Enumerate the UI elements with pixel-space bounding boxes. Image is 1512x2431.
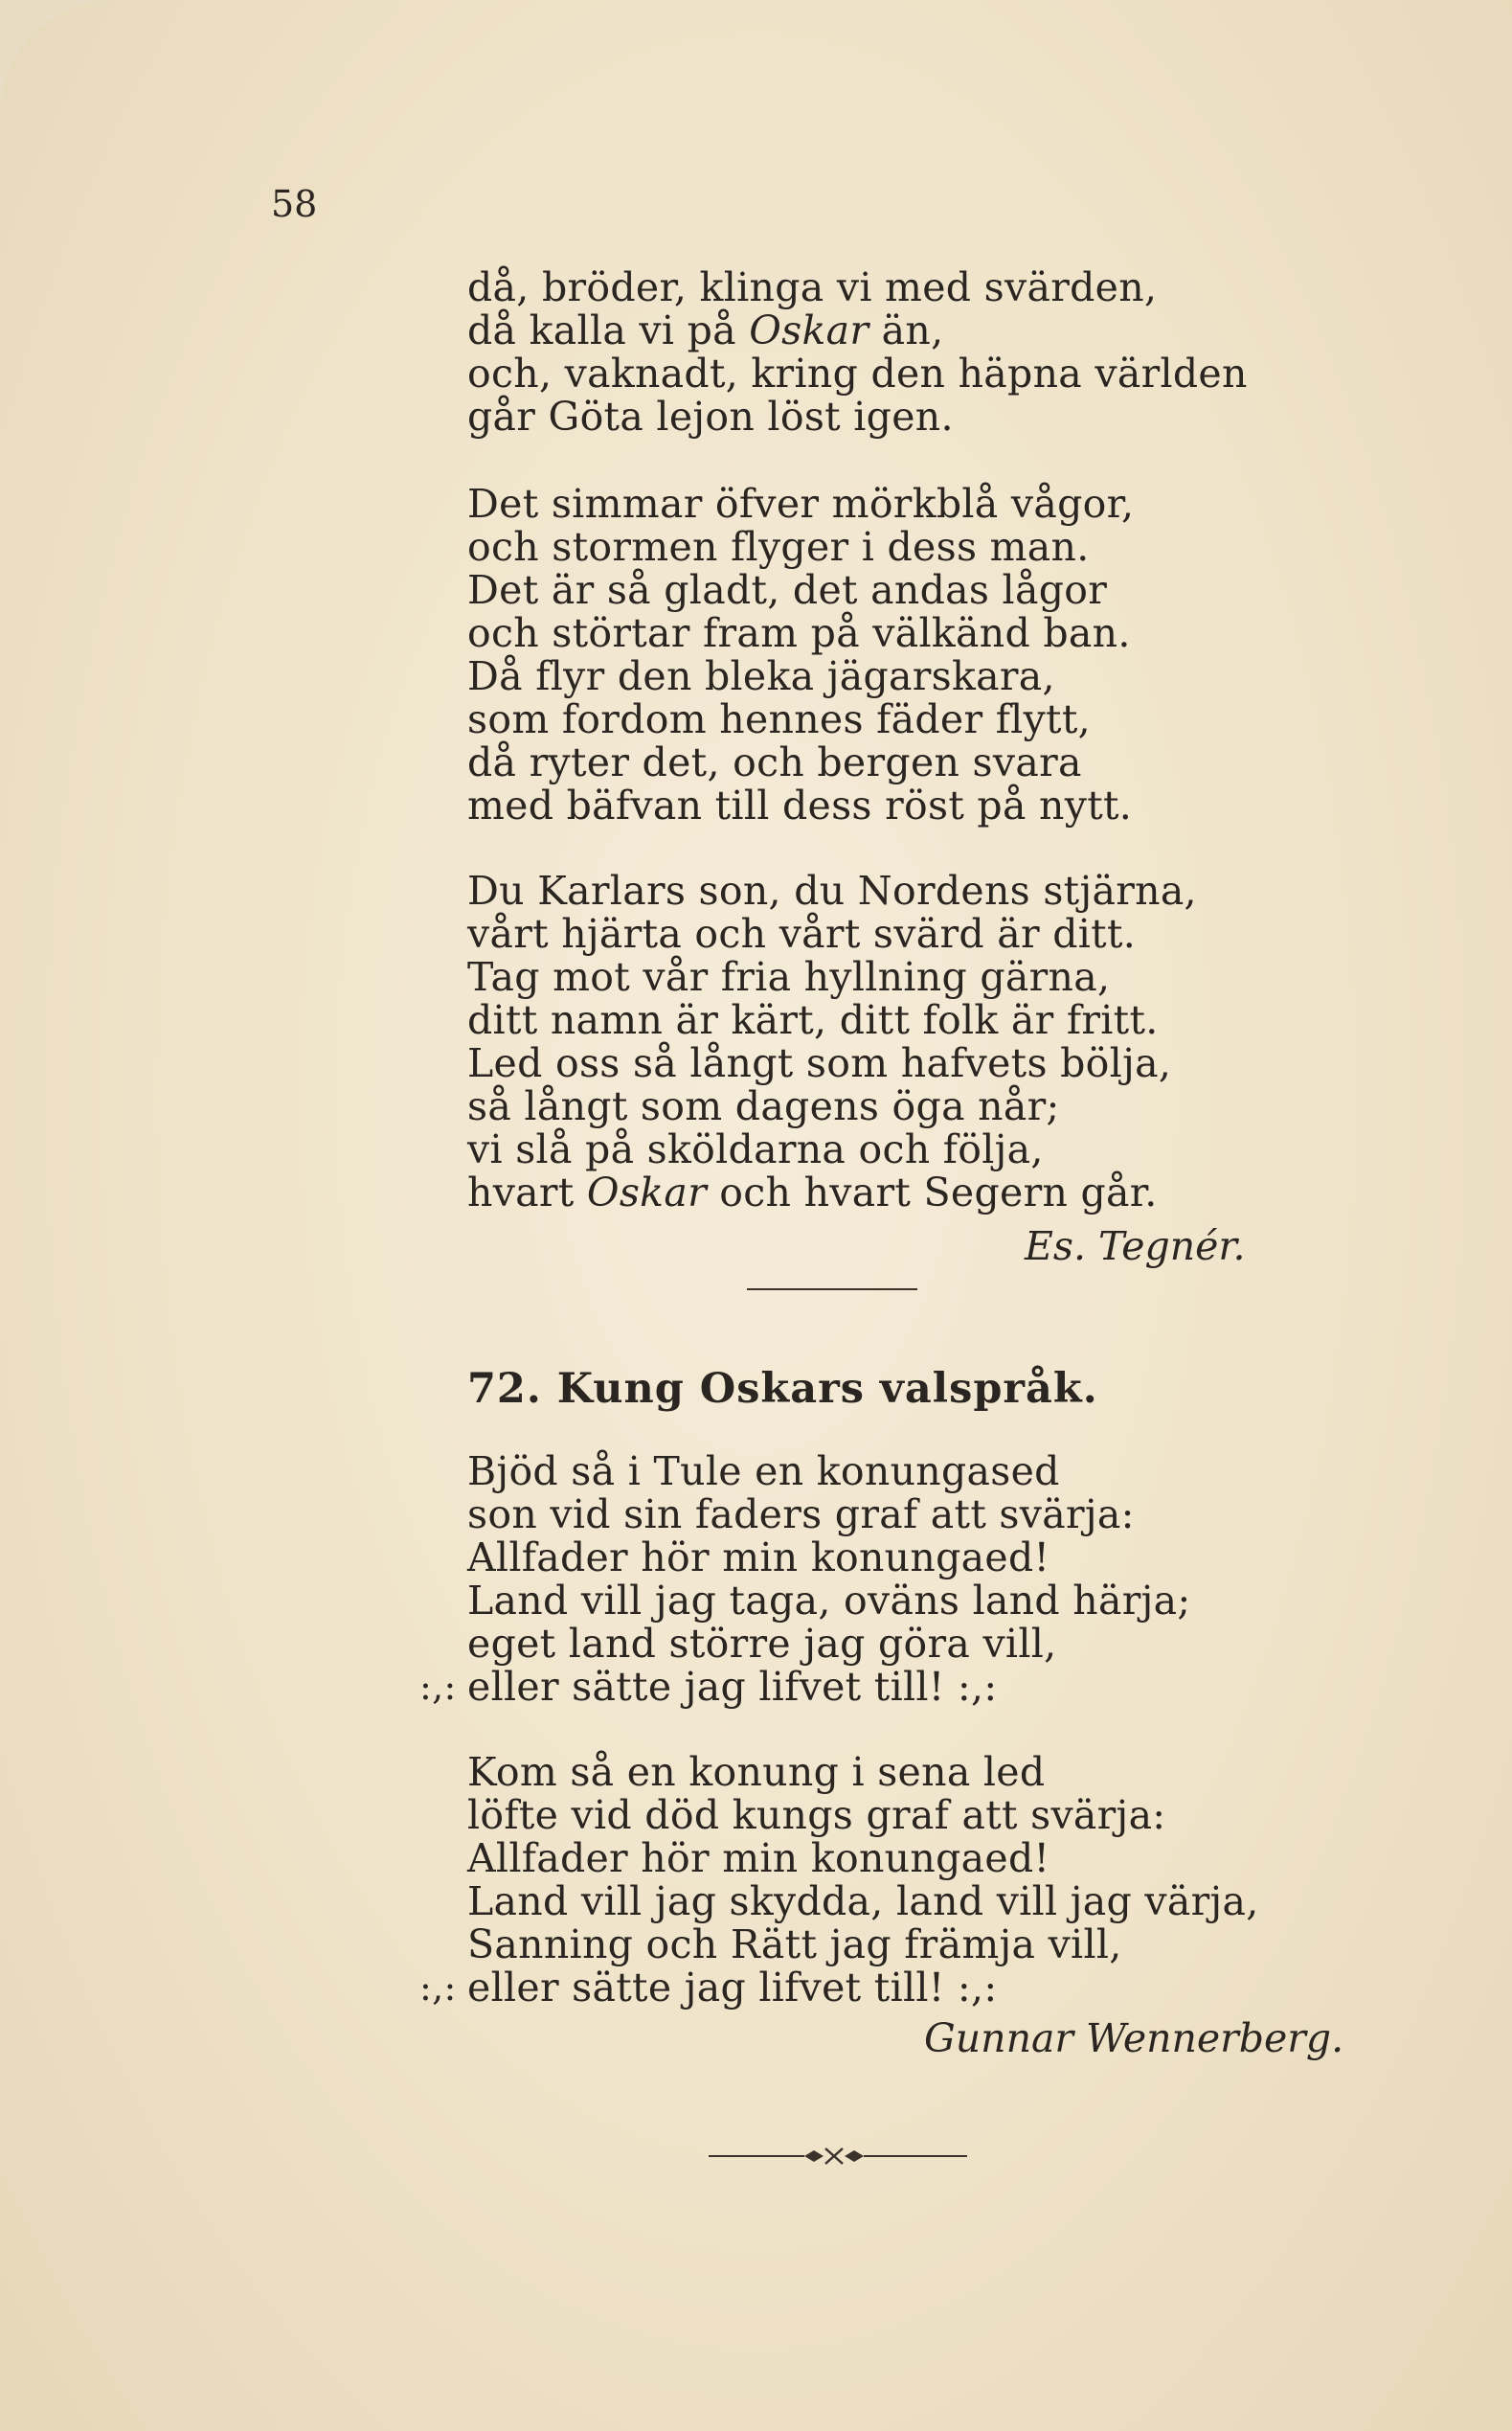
poem-line: Tag mot vår fria hyllning gärna, xyxy=(467,954,1111,1000)
poem-line: och, vaknadt, kring den häpna världen xyxy=(467,351,1248,397)
poem2-author: Gunnar Wennerberg. xyxy=(924,2015,1344,2061)
poem-line: så långt som dagens öga når; xyxy=(467,1083,1060,1129)
poem-line: Led oss så långt som hafvets bölja, xyxy=(467,1040,1172,1086)
poem2-stanza-2 xyxy=(419,1749,1259,2011)
repeat-mark: :,: xyxy=(419,1666,457,1708)
poem-line: Du Karlars son, du Nordens stjärna, xyxy=(467,868,1197,914)
poem-line: då kalla vi på Oskar än, xyxy=(467,307,944,353)
poem-line: då ryter det, och bergen svara xyxy=(467,739,1082,785)
poem-line-text: eller sätte jag lifvet till! :,: xyxy=(467,1965,998,2011)
poem-line: Sanning och Rätt jag främja vill, xyxy=(467,1921,1122,1967)
poem-line-text: eller sätte jag lifvet till! :,: xyxy=(467,1664,998,1710)
section-divider xyxy=(747,1288,917,1290)
poem-line: Det simmar öfver mörkblå vågor, xyxy=(467,481,1135,527)
poem-line-refrain xyxy=(419,1965,1259,2011)
poem1-stanza-3 xyxy=(467,870,1197,1215)
poem1-stanza-1 xyxy=(467,266,1248,439)
poem-line-refrain xyxy=(419,1664,1191,1710)
italic-name: Oskar xyxy=(586,1170,707,1216)
poem-line: Allfader hör min konungaed! xyxy=(467,1534,1050,1580)
poem-line: Då flyr den bleka jägarskara, xyxy=(467,653,1055,699)
poem-line: ditt namn är kärt, ditt folk är fritt. xyxy=(467,997,1159,1043)
poem-line: som fordom hennes fäder flytt, xyxy=(467,696,1091,742)
poem-line: son vid sin faders graf att svärja: xyxy=(467,1491,1135,1537)
italic-name: Oskar xyxy=(749,307,869,353)
poem2-heading: 72. Kung Oskars valspråk. xyxy=(467,1365,1098,1413)
poem2-stanza-1 xyxy=(419,1448,1191,1710)
poem-line: Bjöd så i Tule en konungased xyxy=(467,1448,1060,1494)
poem1-author: Es. Tegnér. xyxy=(1025,1223,1246,1269)
poem-line: eget land större jag göra vill, xyxy=(467,1621,1057,1667)
poem-line: vi slå på sköldarna och följa, xyxy=(467,1126,1044,1172)
poem-line: går Göta lejon löst igen. xyxy=(467,394,954,440)
poem-line: Allfader hör min konungaed! xyxy=(467,1835,1050,1881)
poem-line: Land vill jag taga, oväns land härja; xyxy=(467,1578,1191,1624)
poem-line: löfte vid död kungs graf att svärja: xyxy=(467,1792,1166,1838)
poem-line: med bäfvan till dess röst på nytt. xyxy=(467,783,1133,829)
poem-line: då, bröder, klinga vi med svärden, xyxy=(467,264,1158,310)
poem-line: hvart Oskar och hvart Segern går. xyxy=(467,1170,1158,1216)
end-ornament-icon xyxy=(709,2142,967,2170)
page-number: 58 xyxy=(271,183,318,225)
poem-line: och störtar fram på välkänd ban. xyxy=(467,610,1131,656)
repeat-mark: :,: xyxy=(419,1966,457,2009)
poem-line: och stormen flyger i dess man. xyxy=(467,524,1090,570)
poem-line: Land vill jag skydda, land vill jag värja, xyxy=(467,1878,1259,1924)
poem-line: Det är så gladt, det andas lågor xyxy=(467,567,1108,613)
poem-line: vårt hjärta och vårt svärd är ditt. xyxy=(467,911,1137,957)
poem1-stanza-2 xyxy=(467,483,1134,828)
poem-line: Kom så en konung i sena led xyxy=(467,1749,1046,1795)
